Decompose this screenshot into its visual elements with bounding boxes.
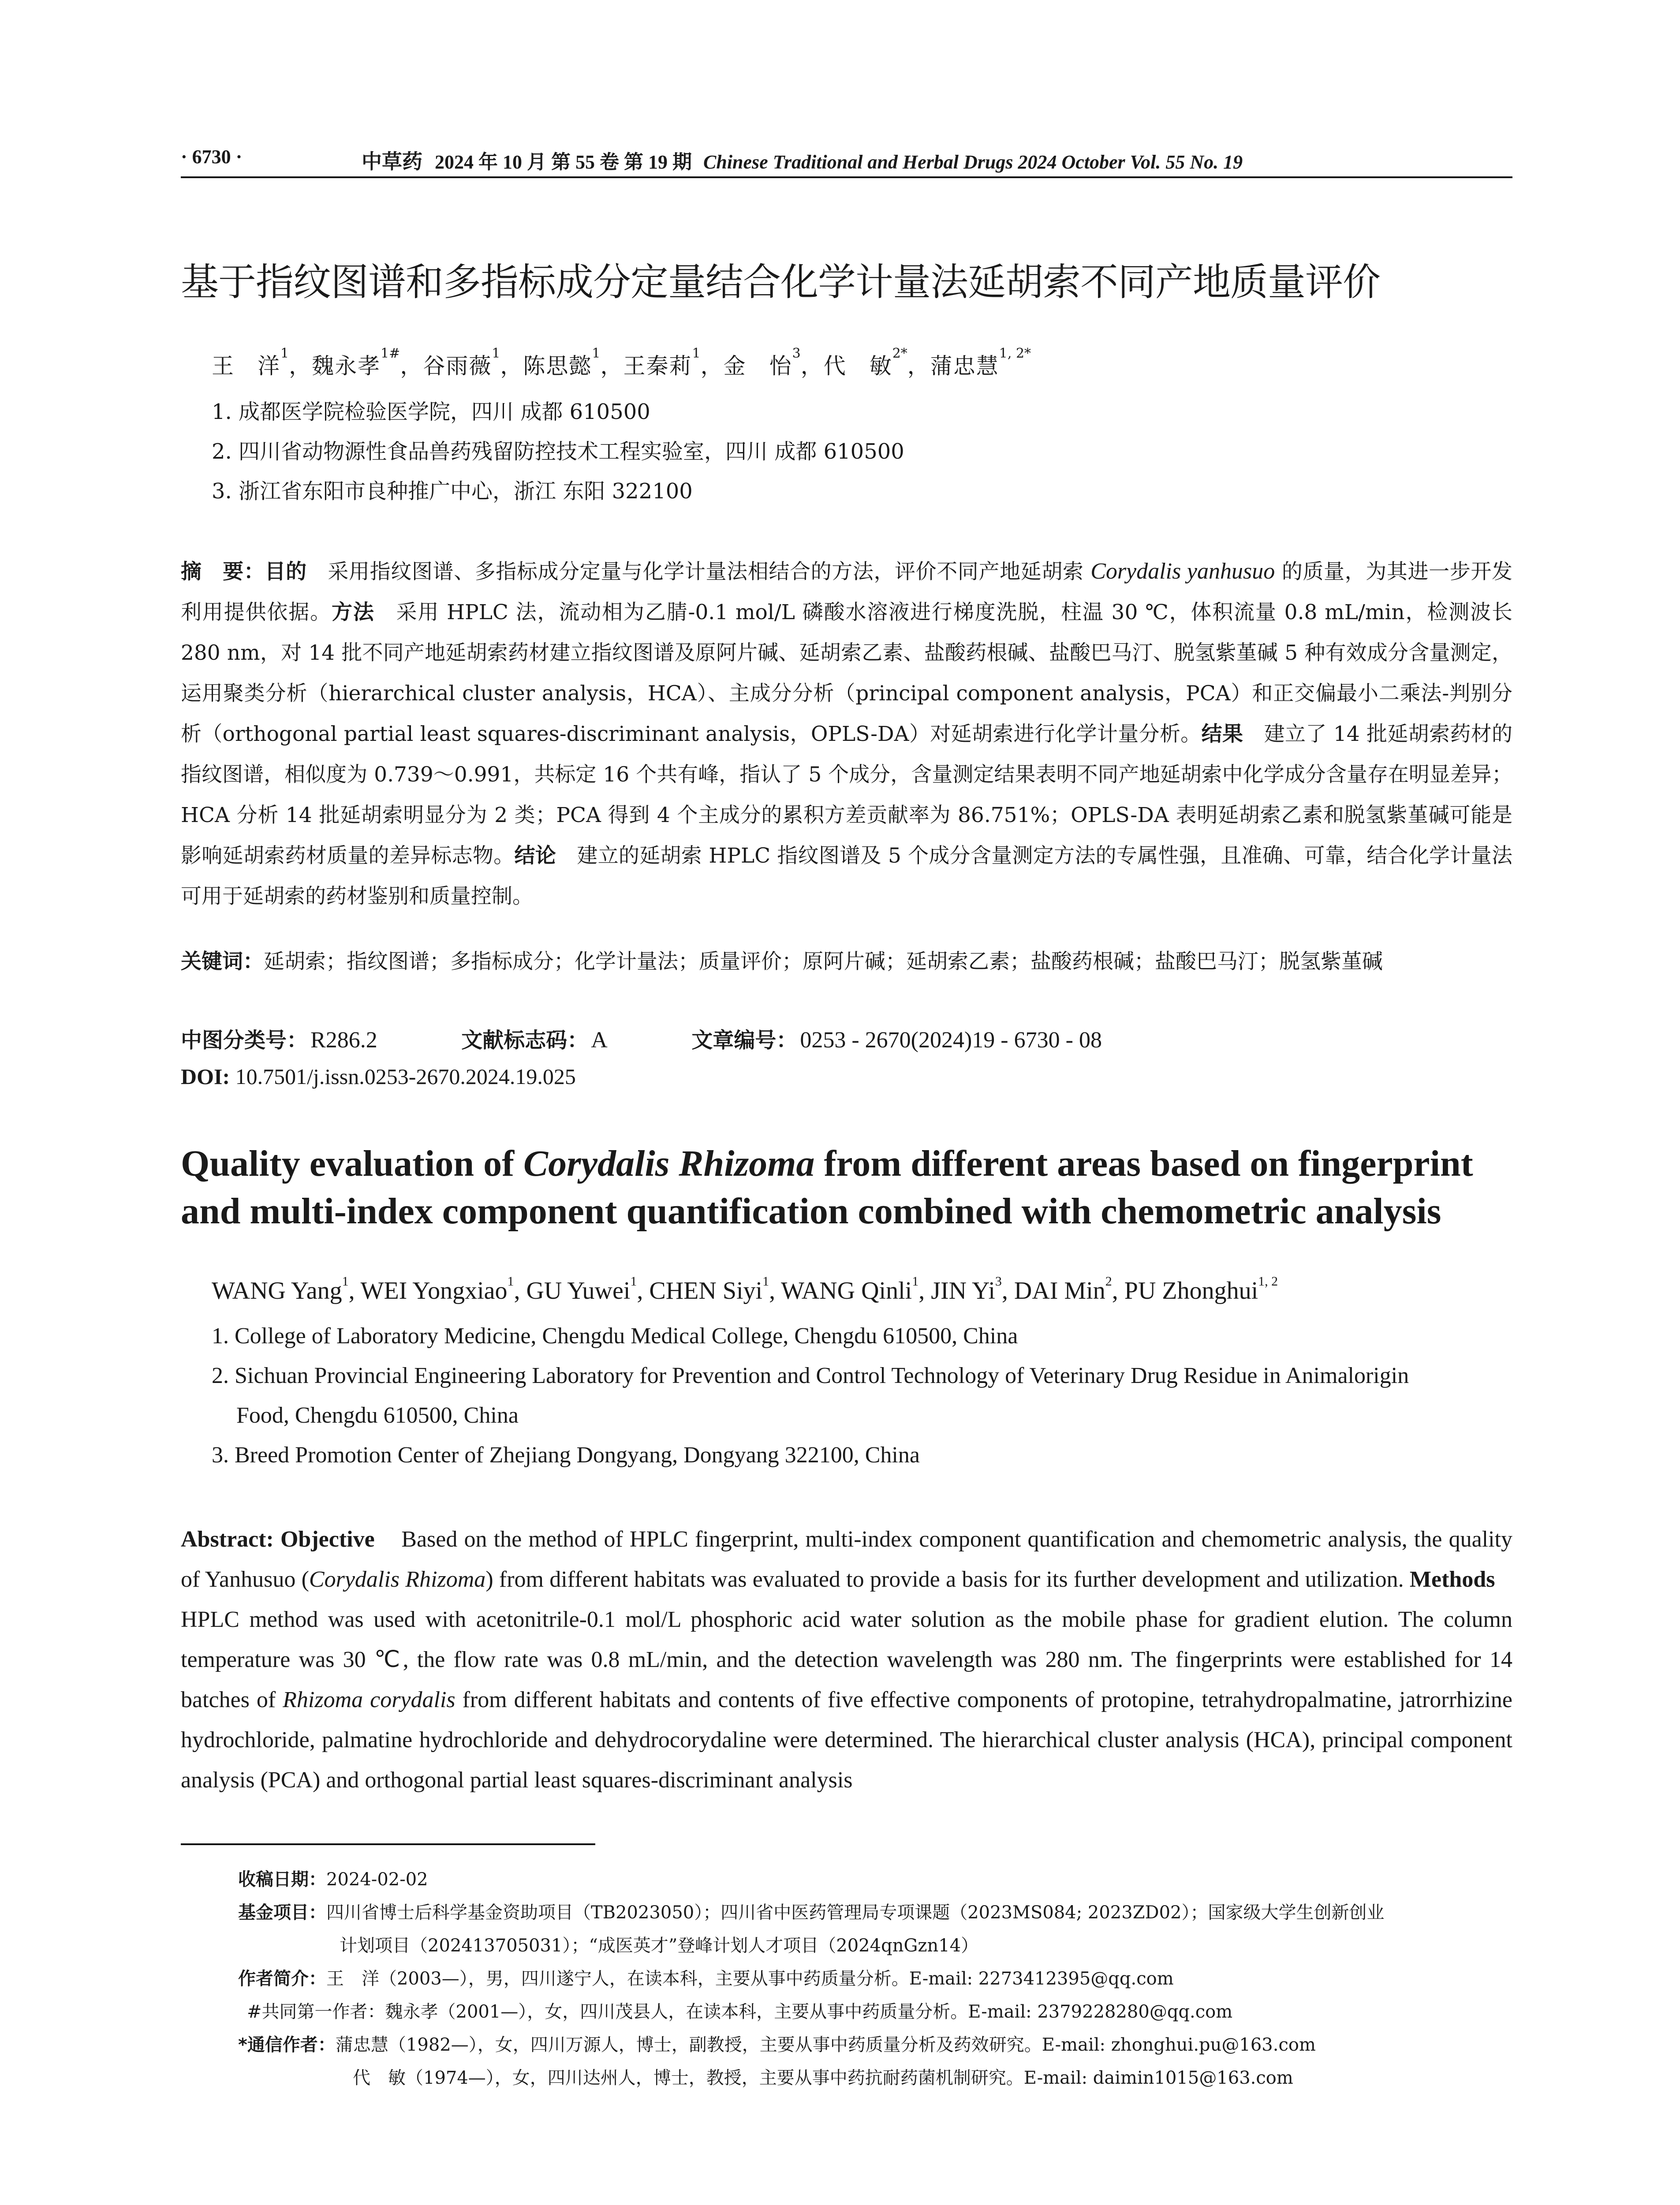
objective-text-cn: 采用指纹图谱、多指标成分定量与化学计量法相结合的方法，评价不同产地延胡索: [328, 560, 1091, 584]
authors-en: WANG Yang$^1$, WEI Yongxiao$^1$, GU Yuwei$^1$, CHEN Siyi$^1$, WANG Qinli$^1$, JIN Yi$^3$, DAI Min$^2$, PU Zhonghui$^{1, 2}$: [212, 1274, 1278, 1304]
author-en: JIN Yi: [931, 1277, 995, 1304]
author-cn: 蒲忠慧: [930, 353, 999, 379]
footnote-fund: [238, 1899, 1384, 1924]
objective-text-en-a: Based on the method of HPLC fingerprint, multi-index component quantification and chemometric analysis, the quality of Yanhusuo (: [181, 1527, 1513, 1592]
author-cn: 金 怡: [723, 353, 792, 379]
results-label-cn: 结果: [1201, 722, 1243, 746]
objective-text-en-b: ) from different habitats was evaluated to provide a basis for its further development and utilization.: [485, 1567, 1404, 1592]
author-cn: 代 敏: [823, 353, 892, 379]
footnote-rule: [181, 1843, 595, 1845]
journal-name-cn: 中草药: [362, 149, 422, 173]
footnote-cofirst: #共同第一作者：魏永孝（2001—），女，四川茂县人，在读本科，主要从事中药质量分析。E-mail: 2379228280@qq.com: [247, 2002, 1233, 2022]
authors-cn: 王 洋$^1$，魏永孝$^{1\#}$，谷雨薇$^1$，陈思懿$^1$，王秦莉$^1$，金 怡$^3$，代 敏$^{2*}$，蒲忠慧$^{1, 2*}$: [212, 346, 1031, 379]
received-label: 收稿日期：: [238, 1869, 326, 1890]
keywords-label: 关键词：: [181, 949, 264, 974]
affiliation-en: Food, Chengdu 610500, China: [236, 1403, 519, 1428]
author-sup: 1: [912, 1274, 919, 1289]
doi-line: [181, 1064, 576, 1089]
author-sup: 3: [792, 346, 801, 361]
author-en: CHEN Siyi: [649, 1277, 763, 1304]
doc-code-label: 文献标志码：: [461, 1028, 589, 1053]
objective-tail-cn: 的质量，为其进一步开发利用提供依据。: [181, 560, 1513, 624]
fund-label: 基金项目：: [238, 1902, 326, 1923]
page-number: · 6730 ·: [181, 146, 243, 168]
author-sup: 1: [492, 346, 500, 361]
title-en-part-b: from different areas based on fingerprint and multi-index component quantification combined with chemometric analysis: [181, 1143, 1473, 1232]
author-en: WANG Qinli: [781, 1277, 912, 1304]
species-name: Corydalis yanhusuo: [1090, 559, 1275, 584]
doc-code-value: A: [591, 1028, 608, 1053]
corr-label: *通信作者：: [238, 2035, 336, 2055]
doi-value[interactable]: 10.7501/j.issn.0253-2670.2024.19.025: [230, 1064, 576, 1089]
abstract-en: [181, 1519, 1512, 1800]
title-cn: 基于指纹图谱和多指标成分定量结合化学计量法延胡索不同产地质量评价: [181, 260, 1380, 304]
author-sup: 3: [995, 1274, 1002, 1289]
methods-label-en: Methods: [1409, 1567, 1495, 1592]
conclusion-text-cn: 建立的延胡索 HPLC 指纹图谱及 5 个成分含量测定方法的专属性强，且准确、可靠，结合化学计量法可用于延胡索的药材鉴别和质量控制。: [181, 844, 1513, 908]
title-en: [181, 1140, 1526, 1235]
keywords-text: 延胡索；指纹图谱；多指标成分；化学计量法；质量评价；原阿片碱；延胡索乙素；盐酸药根碱；盐酸巴马汀；脱氢紫堇碱: [264, 949, 1383, 974]
author-cn: 谷雨薇: [423, 353, 492, 379]
author-en: WEI Yongxiao: [360, 1277, 508, 1304]
objective-label-cn: 目的: [265, 560, 307, 584]
author-sup: 1: [630, 1274, 637, 1289]
objective-italic-en: Corydalis Rhizoma: [309, 1567, 486, 1592]
clc-value: R286.2: [310, 1028, 377, 1053]
article-no-value: 0253 - 2670(2024)19 - 6730 - 08: [800, 1028, 1102, 1053]
author-cn: 陈思懿: [523, 353, 592, 379]
affiliation-cn: 2. 四川省动物源性食品兽药残留防控技术工程实验室，四川 成都 610500: [212, 439, 904, 464]
affiliation-en: 3. Breed Promotion Center of Zhejiang Dongyang, Dongyang 322100, China: [212, 1443, 920, 1468]
methods-text-cn: 采用 HPLC 法，流动相为乙腈-0.1 mol/L 磷酸水溶液进行梯度洗脱，柱温 30 ℃，体积流量 0.8 mL/min，检测波长 280 nm，对 14 批不同产地延胡索药材建立指纹图谱及原阿片碱、延胡索乙素、盐酸药根碱、盐酸巴马汀、脱氢紫堇碱 5 种有效成分含量测定，运用聚类分析（hierarchical cluster analysis，HCA）、主成分分析（principal component analysis，PCA）和正交偏最小二乘法-判别分析（orthogonal partial least squares-discriminant analysis，OPLS-DA）对延胡索进行化学计量分析。: [181, 600, 1513, 746]
abstract-label-en: Abstract:: [181, 1527, 274, 1552]
header-rule: [181, 176, 1512, 178]
corr-bio-2: 代 敏（1974—），女，四川达州人，博士，教授，主要从事中药抗耐药菌机制研究。E-mail: daimin1015@163.com: [353, 2068, 1293, 2088]
author-sup: 1, 2*: [999, 346, 1031, 361]
author-en: DAI Min: [1014, 1277, 1105, 1304]
author-sup: 1, 2: [1258, 1274, 1278, 1289]
author-sup: 1: [592, 346, 601, 361]
fund-line-1: 四川省博士后科学基金资助项目（TB2023050）；四川省中医药管理局专项课题（2023MS084; 2023ZD02）；国家级大学生创新创业: [326, 1902, 1385, 1923]
affiliation-cn: 1. 成都医学院检验医学院，四川 成都 610500: [212, 400, 650, 424]
author-en: PU Zhonghui: [1124, 1277, 1258, 1304]
journal-name-en: Chinese Traditional and Herbal Drugs 2024 October Vol. 55 No. 19: [703, 151, 1243, 173]
author-cn: 王秦莉: [623, 353, 692, 379]
objective-label-en: Objective: [280, 1527, 375, 1552]
abstract-cn: [181, 551, 1512, 917]
title-en-italic: Corydalis Rhizoma: [523, 1143, 815, 1184]
conclusion-label-cn: 结论: [514, 844, 556, 868]
methods-label-cn: 方法: [332, 600, 375, 624]
affiliation-cn: 3. 浙江省东阳市良种推广中心，浙江 东阳 322100: [212, 479, 693, 504]
author-en: GU Yuwei: [526, 1277, 631, 1304]
footnote-author: [238, 1965, 1174, 1990]
doi-label: DOI:: [181, 1064, 230, 1089]
keywords-cn: [181, 942, 1512, 982]
clc-label: 中图分类号：: [181, 1028, 308, 1053]
author-sup: 1: [762, 1274, 769, 1289]
author-cn: 王 洋: [212, 353, 280, 379]
author-sup: 2: [1105, 1274, 1112, 1289]
received-value: 2024-02-02: [326, 1869, 428, 1890]
footnote-corresponding: [238, 2031, 1316, 2056]
author-sup: 1: [280, 346, 289, 361]
methods-text-en-b: from different habitats and contents of five effective components of protopine, tetrahydropalmatine, jatrorrhizine hydrochloride, palmatine hydrochloride and dehydrocorydaline were determined. The hierarchical cluster analysis (HCA), principal component analysis (PCA) and orthogonal partial least squares-discriminant analysis: [181, 1687, 1512, 1793]
author-cn: 魏永孝: [312, 353, 381, 379]
footnote-received: [238, 1865, 428, 1891]
title-en-part-a: Quality evaluation of: [181, 1143, 524, 1184]
author-bio: 王 洋（2003—），男，四川遂宁人，在读本科，主要从事中药质量分析。E-mail: 2273412395@qq.com: [326, 1969, 1174, 1989]
author-sup: 1: [507, 1274, 514, 1289]
affiliation-en: 1. College of Laboratory Medicine, Chengdu Medical College, Chengdu 610500, China: [212, 1323, 1018, 1349]
author-sup: 1: [342, 1274, 349, 1289]
journal-issue-cn: 2024 年 10 月 第 55 卷 第 19 期: [435, 151, 692, 173]
abstract-label-cn: 摘 要：: [181, 560, 265, 584]
journal-line: [362, 146, 1243, 175]
running-header: [181, 146, 1512, 176]
author-en: WANG Yang: [212, 1277, 342, 1304]
author-sup: 2*: [892, 346, 907, 361]
author-label: 作者简介：: [238, 1969, 326, 1989]
fund-line-2: 计划项目（202413705031）；“成医英才”登峰计划人才项目（2024qnGzn14）: [340, 1936, 979, 1956]
methods-text-en-a: HPLC method was used with acetonitrile-0.1 mol/L phosphoric acid water solution as the mobile phase for gradient elution. The column temperature was 30 ℃, the flow rate was 0.8 mL/min, and the detection wavelength was 280 nm. The fingerprints were established for 14 batches of: [181, 1607, 1512, 1712]
article-no-label: 文章编号：: [691, 1028, 798, 1053]
methods-italic-en: Rhizoma corydalis: [283, 1687, 455, 1712]
corr-bio-1: 蒲忠慧（1982—），女，四川万源人，博士，副教授，主要从事中药质量分析及药效研究。E-mail: zhonghui.pu@163.com: [335, 2035, 1316, 2055]
author-sup: 1: [692, 346, 701, 361]
author-sup: 1#: [381, 346, 400, 361]
results-text-cn: 建立了 14 批延胡索药材的指纹图谱，相似度为 0.739～0.991，共标定 16 个共有峰，指认了 5 个成分，含量测定结果表明不同产地延胡索中化学成分含量存在明显差异；HCA 分析 14 批延胡索明显分为 2 类；PCA 得到 4 个主成分的累积方差贡献率为 86.751%；OPLS-DA 表明延胡索乙素和脱氢紫堇碱可能是影响延胡索药材质量的差异标志物。: [181, 722, 1513, 868]
affiliation-en: 2. Sichuan Provincial Engineering Laboratory for Prevention and Control Technology of Veterinary Drug Residue in Animalorigin: [212, 1363, 1409, 1388]
classification-line: [181, 1023, 1102, 1054]
